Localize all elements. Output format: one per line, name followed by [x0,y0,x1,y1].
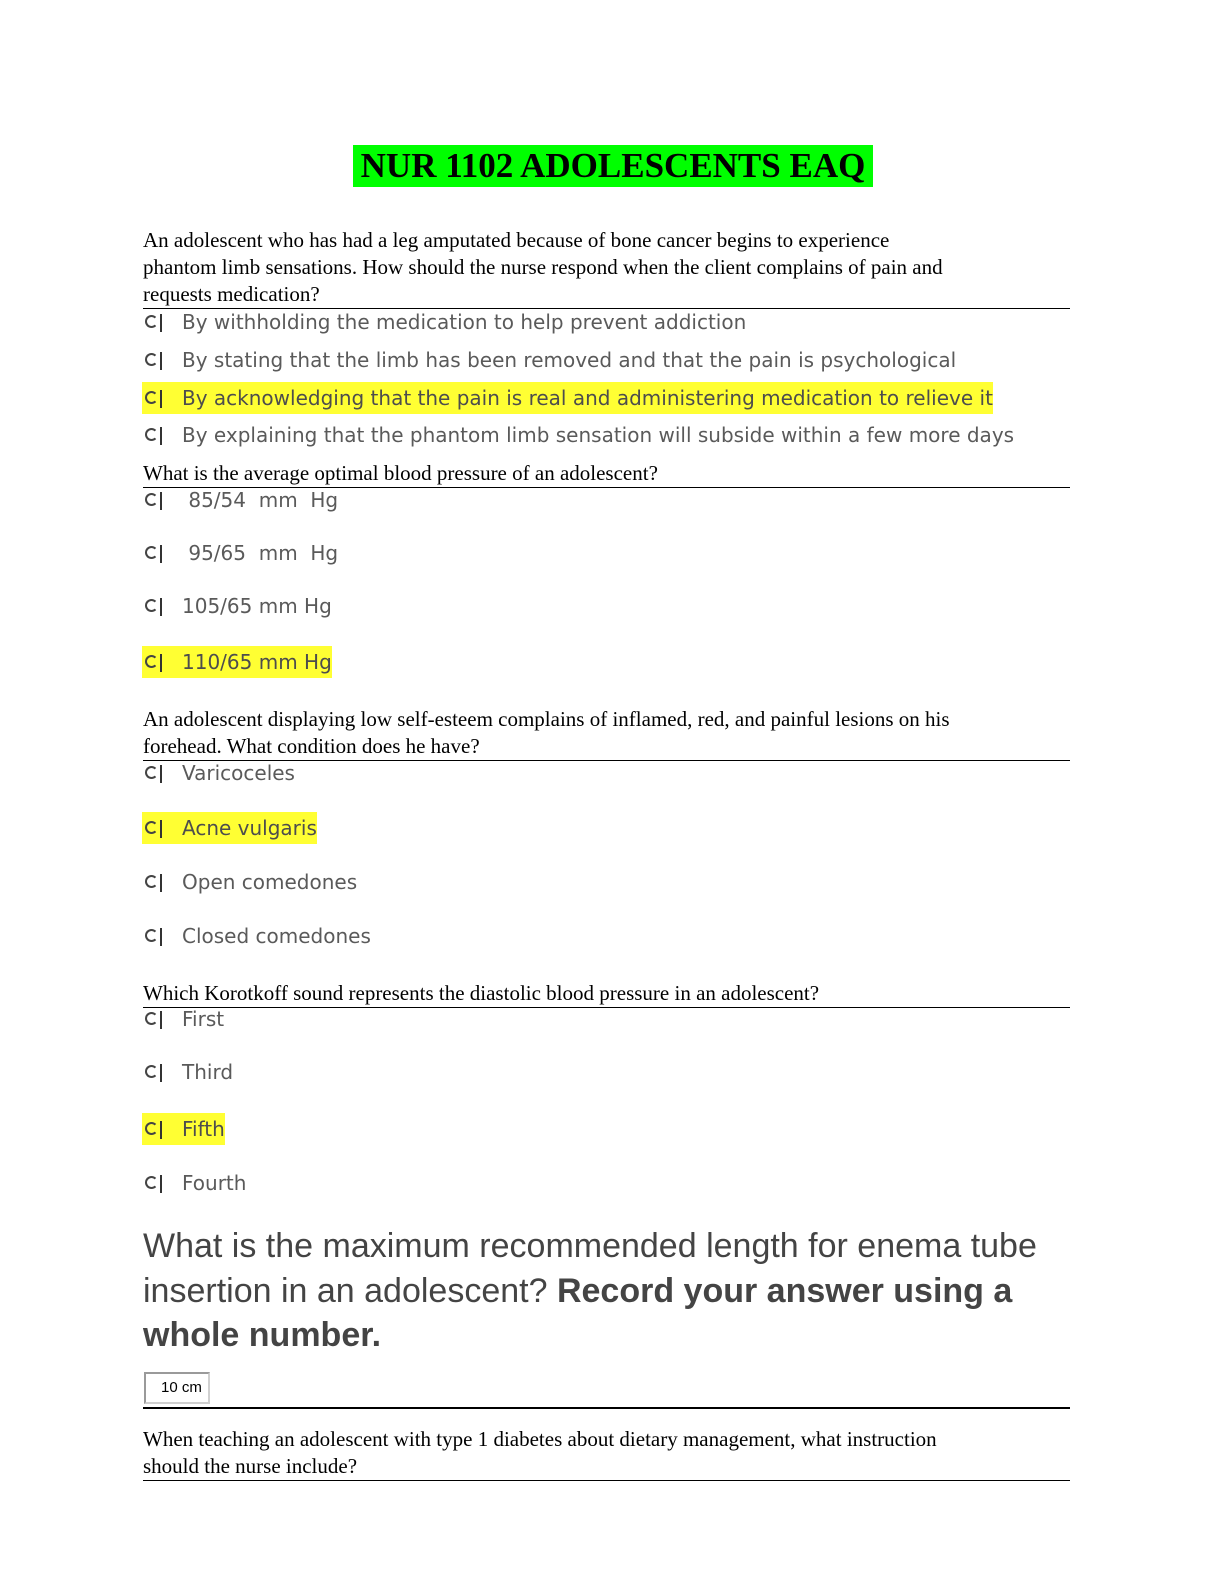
divider [143,1407,1070,1409]
question-1-option-c[interactable] [142,382,993,414]
question-line: should the nurse include? [143,1454,358,1478]
option-label: By acknowledging that the pain is real and administering medication to relieve it [182,386,993,410]
radio-button-icon[interactable] [142,866,168,898]
radio-button-icon[interactable] [142,646,168,678]
enema-question-instruction: Record your answer using a whole number. [143,1271,1013,1354]
radio-button-icon[interactable] [142,382,168,414]
option-label: Fourth [182,1171,247,1195]
question-3-option-a[interactable] [142,757,295,789]
option-label: First [182,1007,225,1031]
option-label: Closed comedones [182,924,371,948]
radio-button-icon[interactable] [142,1113,168,1145]
question-2-option-c[interactable] [142,590,332,622]
question-4-option-b[interactable] [142,1056,233,1088]
question-3-text [143,706,1070,761]
question-6-text [143,1426,1070,1481]
question-line: When teaching an adolescent with type 1 diabetes about dietary management, what instruction [143,1427,937,1451]
question-line: An adolescent displaying low self-esteem complains of inflamed, red, and painful lesions on his [143,707,950,731]
page-title: NUR 1102 ADOLESCENTS EAQ [353,145,873,187]
question-4-option-d[interactable] [142,1167,246,1199]
option-label: Varicoceles [182,761,295,785]
question-3-option-d[interactable] [142,920,371,952]
enema-question-text [143,1224,1043,1358]
option-label: By stating that the limb has been removed and that the pain is psychological [182,348,957,372]
question-4-option-a[interactable] [142,1003,224,1035]
option-label: By withholding the medication to help prevent addiction [182,310,747,334]
enema-answer-field[interactable]: 10 cm [144,1372,210,1404]
question-line: Which Korotkoff sound represents the diastolic blood pressure in an adolescent? [143,981,820,1005]
radio-button-icon[interactable] [142,1167,168,1199]
option-label: Open comedones [182,870,358,894]
option-label: 85/54 mm Hg [182,488,339,512]
option-label: 95/65 mm Hg [182,541,339,565]
radio-button-icon[interactable] [142,306,168,338]
option-label: Fifth [182,1117,225,1141]
radio-button-icon[interactable] [142,537,168,569]
question-line: forehead. What condition does he have? [143,734,480,758]
radio-button-icon[interactable] [142,484,168,516]
question-2-option-b[interactable] [142,537,338,569]
radio-button-icon[interactable] [142,1003,168,1035]
radio-button-icon[interactable] [142,419,168,451]
question-2-option-d[interactable] [142,646,332,678]
radio-button-icon[interactable] [142,1056,168,1088]
radio-button-icon[interactable] [142,590,168,622]
radio-button-icon[interactable] [142,344,168,376]
question-line: requests medication? [143,282,320,306]
question-1-option-b[interactable] [142,344,956,376]
option-label: 105/65 mm Hg [182,594,332,618]
option-label: Third [182,1060,234,1084]
question-3-option-c[interactable] [142,866,357,898]
option-label: 110/65 mm Hg [182,650,332,674]
radio-button-icon[interactable] [142,812,168,844]
question-3-option-b[interactable] [142,812,317,844]
question-4-option-c[interactable] [142,1113,225,1145]
question-1-text [143,227,1070,309]
radio-button-icon[interactable] [142,920,168,952]
radio-button-icon[interactable] [142,757,168,789]
question-2-option-a[interactable] [142,484,338,516]
option-label: By explaining that the phantom limb sensation will subside within a few more days [182,423,1015,447]
enema-question-prompt: What is the maximum recommended length for enema tube insertion in an adolescent? [143,1227,1037,1310]
question-4-text [143,980,1070,1008]
question-1-option-d[interactable] [142,419,1014,451]
question-line: phantom limb sensations. How should the nurse respond when the client complains of pain and [143,255,943,279]
question-line: What is the average optimal blood pressure of an adolescent? [143,461,658,485]
question-1-option-a[interactable] [142,306,746,338]
question-line: An adolescent who has had a leg amputated because of bone cancer begins to experience [143,228,890,252]
option-label: Acne vulgaris [182,816,317,840]
